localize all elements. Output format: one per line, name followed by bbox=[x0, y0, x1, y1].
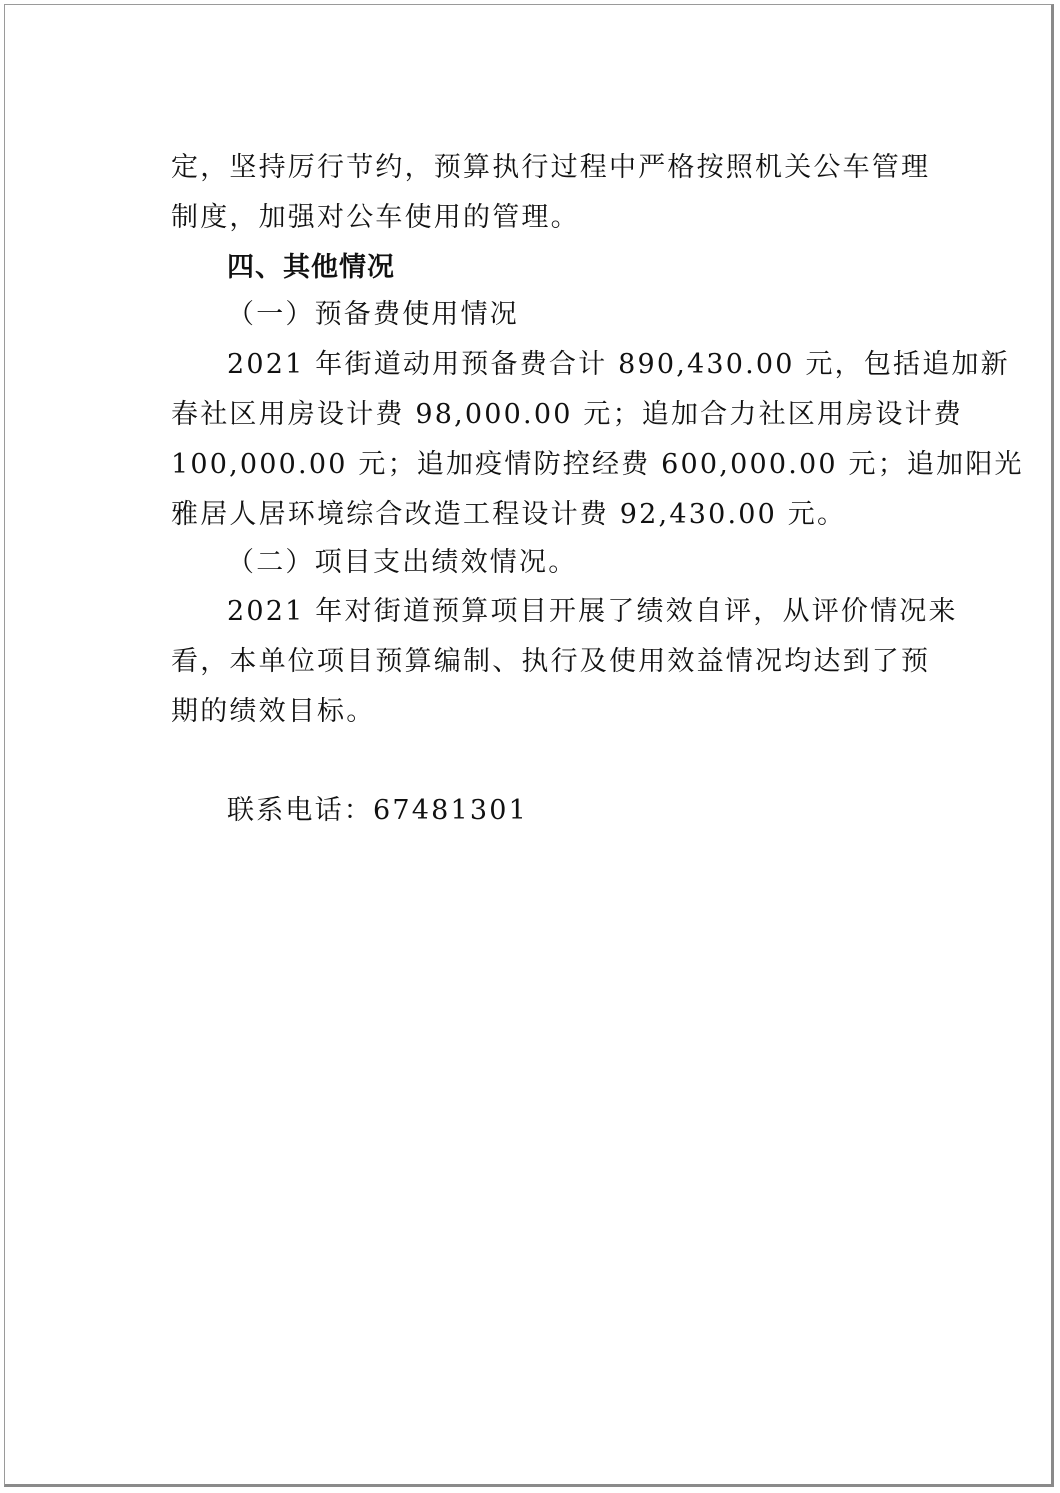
paragraph-line: 2021 年对街道预算项目开展了绩效自评，从评价情况来 bbox=[227, 596, 958, 627]
paragraph-line: 100,000.00 元；追加疫情防控经费 600,000.00 元；追加阳光 bbox=[171, 449, 1024, 480]
section-heading: 四、其他情况 bbox=[227, 252, 395, 283]
paragraph-line: 定，坚持厉行节约，预算执行过程中严格按照机关公车管理 bbox=[171, 152, 931, 183]
paragraph-line: 看，本单位项目预算编制、执行及使用效益情况均达到了预 bbox=[171, 646, 931, 677]
paragraph-line: 雅居人居环境综合改造工程设计费 92,430.00 元。 bbox=[171, 499, 847, 530]
paragraph-line: 2021 年街道动用预备费合计 890,430.00 元，包括追加新 bbox=[227, 349, 1010, 380]
document-page bbox=[4, 4, 1054, 1487]
contact-phone: 联系电话：67481301 bbox=[227, 795, 529, 826]
paragraph-line: 期的绩效目标。 bbox=[171, 696, 376, 727]
paragraph-line: 春社区用房设计费 98,000.00 元；追加合力社区用房设计费 bbox=[171, 399, 963, 430]
subsection-heading: （二）项目支出绩效情况。 bbox=[227, 547, 578, 578]
subsection-heading: （一）预备费使用情况 bbox=[227, 299, 519, 330]
paragraph-line: 制度，加强对公车使用的管理。 bbox=[171, 202, 580, 233]
